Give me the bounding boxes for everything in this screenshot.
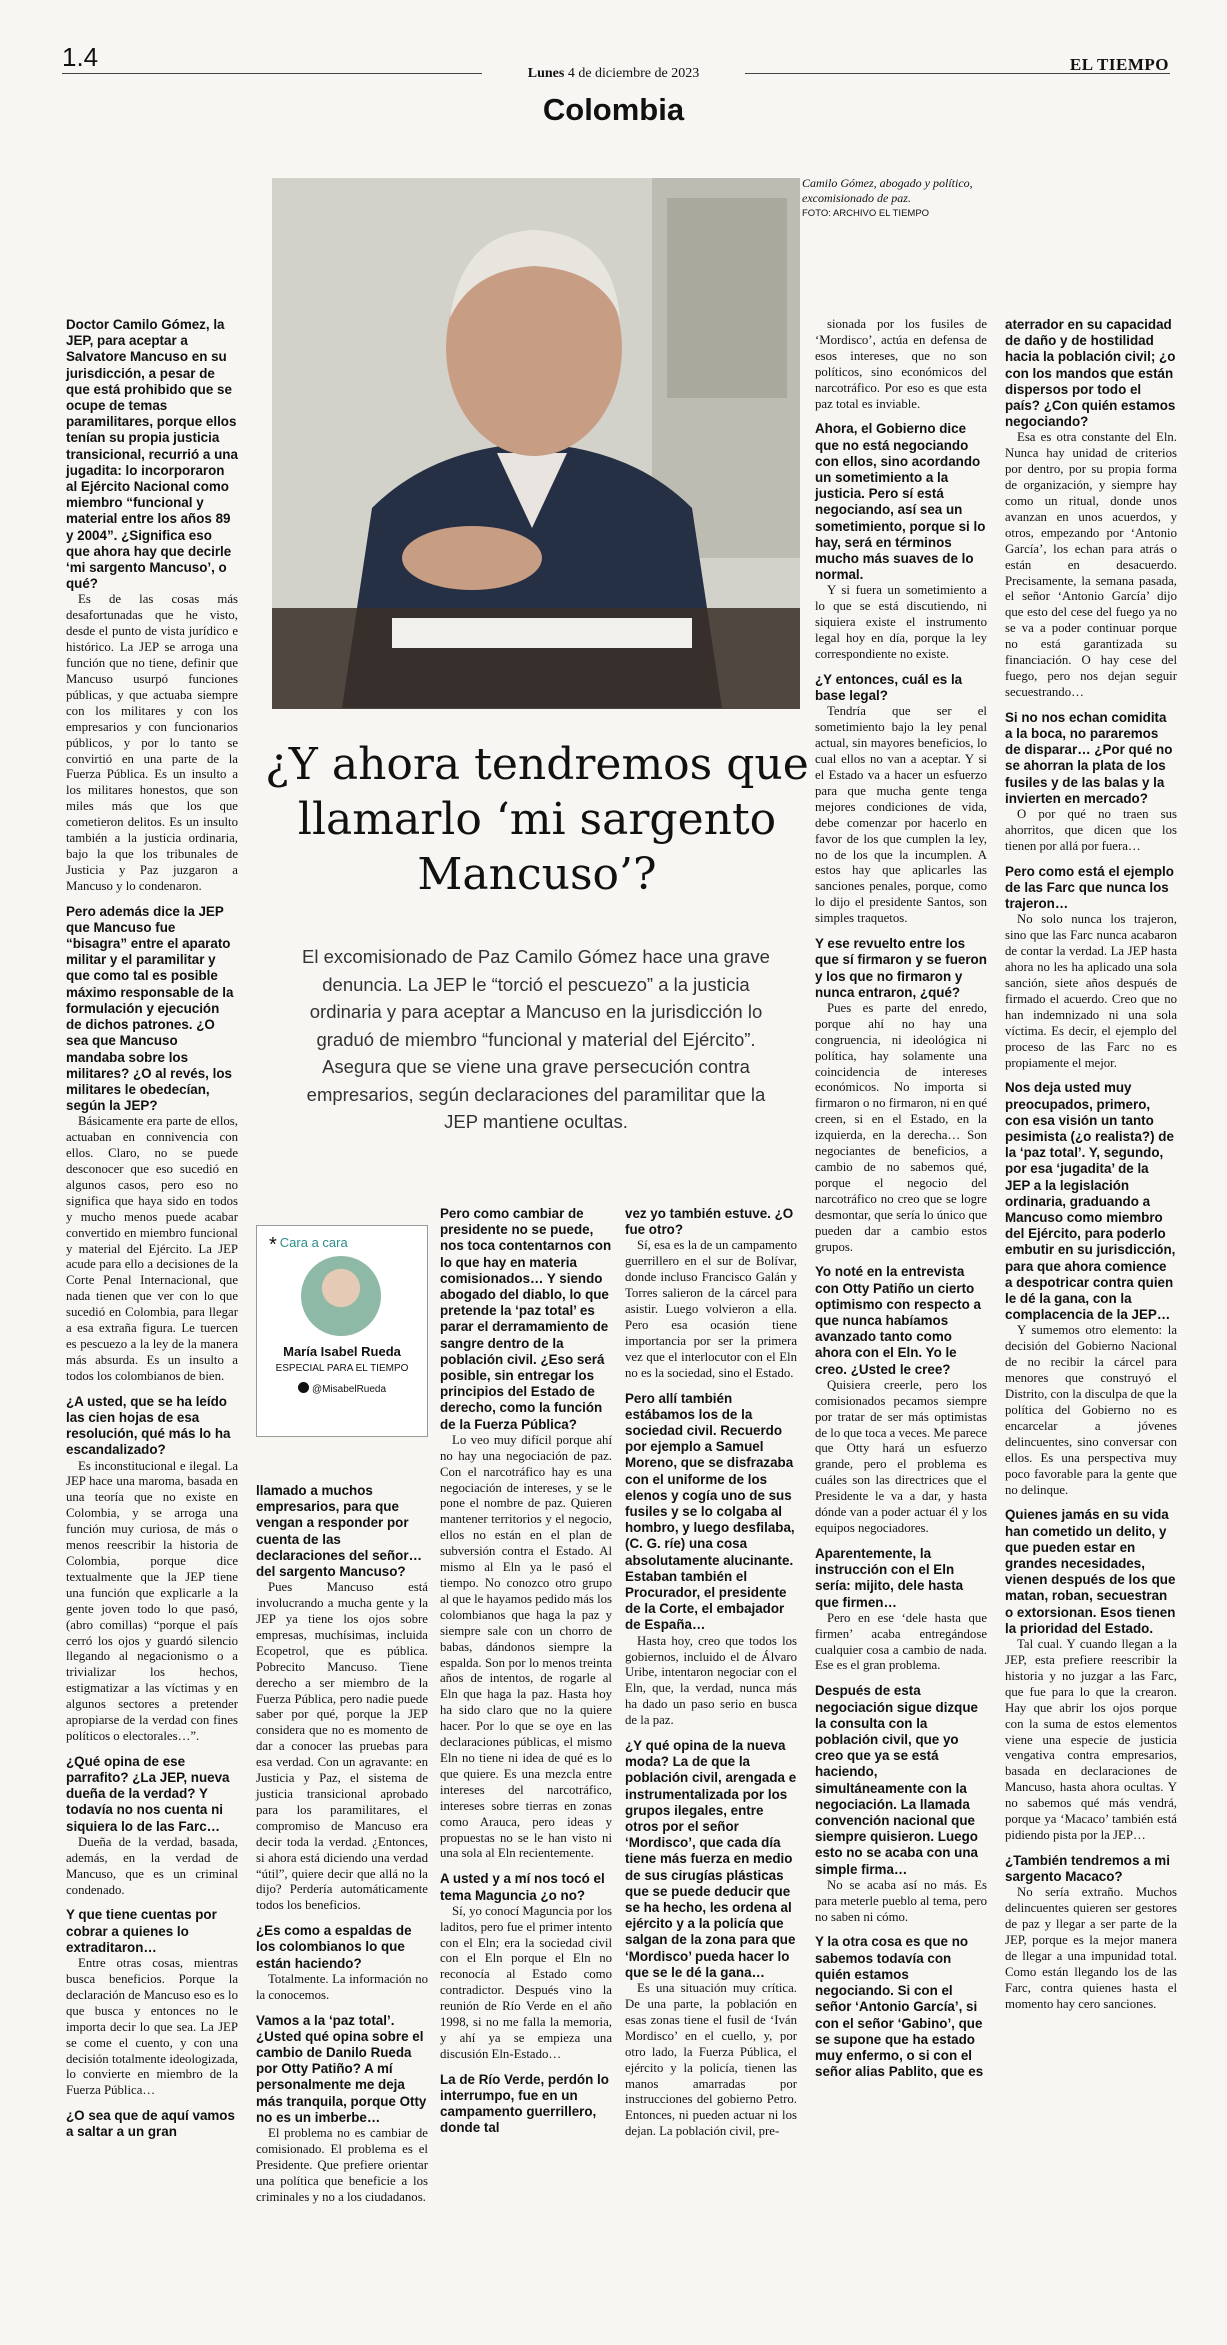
- question-paragraph: Y ese revuelto entre los que sí firmaron y se fueron y los que no firmaron y nunca entraron, ¿qué?: [815, 936, 987, 1000]
- question-paragraph: Pero como está el ejemplo de las Farc que nunca los trajeron…: [1005, 863, 1174, 912]
- answer-paragraph: Tal cual. Y cuando llegan a la JEP, esta prefiere reescribir la historia y no juzgar a las Farc, que fue para lo que la crearon. Hay que abrir los ojos porque con la suma de estos elementos viene una especie de justicia vengativa contra empresarios, basada en declaraciones de Mancuso, hasta ahora ocultas. Y no sabemos qué más vendrá, porque ya ‘Macaco’ también está pidiendo pista por la JEP…: [1005, 1637, 1177, 1842]
- answer-paragraph: Sí, esa es la de un campamento guerrillero en el sur de Bolívar, donde incluso Francisco Galán y Torres salieron de la cárcel para asistir. Luego volvieron a ella. Pero esa ocasión tiene importancia por ser la primera vez que el interlocutor con el Eln no es la sociedad, sino el Estado.: [625, 1238, 797, 1380]
- article-column-6: [1005, 317, 1177, 2013]
- answer-paragraph: Básicamente era parte de ellos, actuaban en connivencia con ellos. Claro, no se puede desconocer que eso sucedió en algunos casos, pero eso no significa que haya sido en todos y mucho menos puede acabar convertido en miembro funcional y material del Ejército. La JEP acude para ello a decisiones de la Corte Penal Internacional, que nada tienen que ver con lo que sucedió en Colombia, para llegar a esa extraña figura. Le tuercen es pescuezo a la ley de la manera más absurda. Es un insulto a todos los colombianos de bien.: [66, 1114, 238, 1383]
- answer-paragraph: Quisiera creerle, pero los comisionados pecamos siempre por tratar de ser más optimistas de lo que toca a veces. Me parece que Otty hará un esfuerzo grande, pero el problema es cuáles son las directrices que el Presidente le va a dar, y hasta dónde van a poder actuar él y los equipos negociadores.: [815, 1377, 987, 1535]
- article-column-3: [440, 1206, 612, 2137]
- answer-paragraph: No se acaba así no más. Es para meterle pueblo al tema, pero no saben ni cómo.: [815, 1877, 987, 1924]
- headline: ¿Y ahora tendremos que llamarlo ‘mi sargento Mancuso’?: [265, 739, 809, 900]
- answer-paragraph: sionada por los fusiles de ‘Mordisco’, actúa en defensa de esos intereses, que no son políticos, sino económicos del narcotráfico. Por eso es que esta paz total es inviable.: [815, 317, 987, 411]
- author-handle-row: [257, 1382, 427, 1395]
- answer-paragraph: El problema no es cambiar de comisionado. El problema es el Presidente. Que prefiere orientar una política que beneficie a los criminales y no a los ciudadanos.: [256, 2126, 428, 2204]
- answer-paragraph: Pero en ese ‘dele hasta que firmen’ acaba entregándose cualquier cosa a cambio de nada. Ese es el gran problema.: [815, 1610, 987, 1673]
- answer-paragraph: Entre otras cosas, mientras busca beneficios. Porque la declaración de Mancuso eso es lo que busca y entonces no le importa decir lo que sea. La JEP se come el cuento, y con una decisión totalmente ideologizada, lo convierte en miembro de la Fuerza Pública…: [66, 1956, 238, 2098]
- question-paragraph: vez yo también estuve. ¿O fue otro?: [625, 1206, 794, 1238]
- question-paragraph: Después de esta negociación sigue dizque la consulta con la población civil, que yo creo que ya se está haciendo, simultáneamente con la negociación. La llamada convención nacional que siempre quisieron. Luego esto no se acaba con una simple firma…: [815, 1683, 978, 1877]
- question-paragraph: La de Río Verde, perdón lo interrumpo, fue en un campamento guerrillero, donde tal: [440, 2071, 609, 2136]
- question-paragraph: Ahora, el Gobierno dice que no está negociando con ellos, sino acordando un sometimiento a la justicia. Pero sí está negociando, así sea un sometimiento, porque si lo hay, será en términos mucho más suaves de lo normal.: [815, 421, 986, 583]
- answer-paragraph: O por qué no traen sus ahorritos, que dicen que los tienen por allá por fuera…: [1005, 807, 1177, 853]
- issue-day: Lunes: [527, 66, 565, 81]
- article-column-2: [256, 1483, 428, 2206]
- question-paragraph: Pero como cambiar de presidente no se puede, nos toca contentarnos con lo que hay en materia comisionados… Y siendo abogado del diablo, lo que pretende la ‘paz total’ es parar el derramamiento de sangre dentro de la población civil. ¿Eso será posible, sin entregar los principios del Estado de derecho, como la función de la Fuerza Pública?: [440, 1206, 612, 1432]
- question-paragraph: llamado a muchos empresarios, para que vengan a responder por cuenta de las declaraciones del señor… del sargento Mancuso?: [256, 1483, 422, 1580]
- issue-date-rest: 4 de diciembre de 2023: [567, 66, 700, 81]
- answer-paragraph: Hasta hoy, creo que todos los gobiernos, incluido el de Álvaro Uribe, intentaron negociar con el Eln, que, la verdad, nunca más ha dado un paso serio en busca de la paz.: [625, 1633, 797, 1728]
- question-paragraph: ¿También tendremos a mi sargento Macaco?: [1005, 1852, 1170, 1885]
- question-paragraph: ¿Qué opina de ese parrafito? ¿La JEP, nueva dueña de la verdad? Y todavía no nos cuenta ni siquiera lo de las Farc…: [66, 1753, 230, 1834]
- answer-paragraph: Totalmente. La información no la conocemos.: [256, 1971, 428, 2002]
- answer-paragraph: No solo nunca los trajeron, sino que las Farc nunca acabaron de contar la verdad. La JEP hasta ahora no les ha aplicado una sola sanción, siete años después de firmado el acuerdo. Creo que no han indemnizado ni una sola víctima. Es decir, el ejemplo del proceso de las Farc no es propiamente el mejor.: [1005, 912, 1177, 1070]
- dek: El excomisionado de Paz Camilo Gómez hace una grave denuncia. La JEP le “torció el pescuezo” a la justicia ordinaria y para aceptar a Mancuso en la jurisdicción lo graduó de miembro “funcional y material del Ejército”. Asegura que se viene una grave persecución contra empresarios, según declaraciones del paramilitar que la JEP mantiene ocultas.: [302, 946, 770, 1132]
- answer-paragraph: Y sumemos otro elemento: la decisión del Gobierno Nacional de no recibir la cárcel para menores que construyó el Distrito, con la disculpa de que la política del Gobierno no es encarcelar a jóvenes delincuentes, sino conversar con ellos. Es una perspectiva muy poco favorable para la gente que no delinque.: [1005, 1323, 1177, 1497]
- page-number: 1.4: [62, 42, 99, 72]
- answer-paragraph: No sería extraño. Muchos delincuentes quieren ser gestores de paz y llegar a ser parte de la JEP, porque es la mejor manera de llegar a una impunidad total. Como están llegando los de las Farc, contra quienes hasta el momento hay cero sanciones.: [1005, 1885, 1177, 2011]
- answer-paragraph: Dueña de la verdad, basada, además, en la verdad de Mancuso, que es un criminal condenado.: [66, 1834, 238, 1897]
- question-paragraph: Y que tiene cuentas por cobrar a quienes lo extraditaron…: [66, 1907, 217, 1955]
- article-column-4: [625, 1206, 797, 2140]
- answer-paragraph: Pues Mancuso está involucrando a mucha gente y la JEP ya tiene los ojos sobre empresas, muchísimas, incluida Ecopetrol, que es pública. Pobrecito Mancuso. Tiene derecho a ser miembro de la Fuerza Pública, pero nadie puede saber por qué, porque la JEP considera que no es momento de dar a conocer las pruebas para esa verdad. Con un agravante: en Justicia y Paz, el sistema de justicia transicional aprobado para los paramilitares, el compromiso de Mancuso era decir toda la verdad. ¿Entonces, si ahora está diciendo una verdad “útil”, quiere decir que allá no la dijo? Perdería automáticamente todos los beneficios.: [256, 1580, 428, 1913]
- author-role: ESPECIAL PARA EL TIEMPO: [275, 1363, 409, 1374]
- question-paragraph: Pero además dice la JEP que Mancuso fue “bisagra” entre el aparato militar y el paramilitar y que como tal es posible máximo responsable de la formulación y ejecución de dichos patrones. ¿O sea que Mancuso mandaba sobre los militares? ¿O al revés, los militares le obedecían, según la JEP?: [66, 903, 234, 1114]
- answer-paragraph: Y si fuera un sometimiento a lo que se está discutiendo, ni siquiera existe el instrumento legal hoy en día, porque la ley correspondiente no existe.: [815, 583, 987, 662]
- question-paragraph: Y la otra cosa es que no sabemos todavía con quién estamos negociando. Si con el señor ‘Antonio García’, si con el señor ‘Gabino’, que se supone que ha estado muy enfermo, o si con el señor alias Pablito, que es: [815, 1934, 984, 2080]
- answer-paragraph: Sí, yo conocí Maguncia por los laditos, pero fue el primer intento con el Eln; era la sociedad civil con el Eln porque el Eln no reconocía al Estado como contradictor. Después vino la reunión de Río Verde en el año 1998, si no me falla la memoria, y ahí ya se empieza una discusión Eln-Estado…: [440, 1903, 612, 2061]
- question-paragraph: ¿A usted, que se ha leído las cien hojas de esa resolución, qué más lo ha escandalizado?: [66, 1393, 231, 1458]
- question-paragraph: aterrador en su capacidad de daño y de hostilidad hacia la población civil; ¿o con los mandos que están dispersos por todo el país? ¿Con quién estamos negociando?: [1005, 317, 1176, 430]
- answer-paragraph: Es de las cosas más desafortunadas que he visto, desde el punto de vista jurídico e histórico. La JEP se arroga una función que no tiene, definir que Mancuso usurpó funciones públicas, y que actuaba siempre con los militares y con los empresarios y con funcionarios públicos, y por lo tanto se convirtió en una parte de la Fuerza Pública. Es un insulto a los militares honestos, que son miles más que los que cometieron delitos. Es un insulto también a la justicia ordinaria, bajo la que los tribunales de Justicia y Paz juzgaron a Mancuso y lo condenaron.: [66, 592, 238, 893]
- byline-tag: [269, 1234, 348, 1257]
- answer-paragraph: Es inconstitucional e ilegal. La JEP hace una maroma, basada en una teoría que no existe en Colombia, y se arroga una función muy curiosa, de más o menos reescribir la historia de Colombia, porque dice textualmente que la JEP tiene una función que explicarle a la gente joven todo lo que pasó, (abro comillas) “porque el país cerró los ojos y guardó silencio llegando al negacionismo o a trivializar los hechos, estigmatizar a las víctimas y en algunos sectores a pretender apropiarse de la verdad con fines políticos o electorales…”.: [66, 1458, 238, 1743]
- section-title: Colombia: [542, 92, 685, 127]
- issue-date: [0, 66, 1227, 82]
- question-paragraph: ¿Y qué opina de la nueva moda? La de que la población civil, arengada e instrumentalizada por los grupos ilegales, entre otros por el señor ‘Mordisco’, que cada día tiene más fuerza en medio de sus cirugías plásticas que se puede deducir que se ha hecho, les ordena al ejército y a la policía que salgan de la zona para que ‘Mordisco’ pueda hacer lo que se le dé la gana…: [625, 1738, 797, 1980]
- question-paragraph: Aparentemente, la instrucción con el Eln sería: mijito, dele hasta que firmen…: [815, 1545, 964, 1610]
- answer-paragraph: Esa es otra constante del Eln. Nunca hay unidad de criterios por dentro, por su propia forma de organización, y siempre hay como un ritual, donde unos avanzan en unos acuerdos, y otros, empezando por ‘Antonio García’, los echan para atrás o están en desacuerdo. Precisamente, la semana pasada, el señor ‘Antonio García’ dijo que esto del cese del fuego ya no se va a poder continuar porque no está garantizada su financiación. O hay cese del fuego, pero nos dejan seguir secuestrando…: [1005, 430, 1177, 699]
- question-paragraph: ¿O sea que de aquí vamos a saltar a un gran: [66, 2108, 235, 2140]
- question-paragraph: ¿Y entonces, cuál es la base legal?: [815, 672, 963, 704]
- answer-paragraph: Pues es parte del enredo, porque ahí no hay una congruencia, ni ideológica ni política, hay solamente una coincidencia de intereses económicos. No importa si firmaron o no firmaron, ni en qué creen, si en el Estado, en la izquierda, en la derecha… Son negociantes de beneficios, a cambio de no sabemos qué, porque el negocio del narcotráfico no creo que se logre desmontar, que sería lo único que pueden dar a cambio estos grupos.: [815, 1000, 987, 1254]
- question-paragraph: A usted y a mí nos tocó el tema Maguncia ¿o no?: [440, 1871, 605, 1903]
- answer-paragraph: Lo veo muy difícil porque ahí no hay una negociación de paz. Con el narcotráfico hay es una negociación de intereses, y se le pone el nombre de paz. Quieren mantener territorios y el negocio, ellos no están en el plan de subversión contra el Estado. Al mismo al Eln ya le pasó el tiempo. No conozco otro grupo al que le hayamos pedido más los colombianos que haga la paz y siempre sale con un chorro de babas, dándonos siempre la espalda. Son por lo menos treinta años de intentos, de rogarle al Eln que haga la paz. Hasta hoy ha sido claro que no la quiere hacer. Por lo que se oye en las declaraciones públicas, el mismo Eln no tiene ni idea de qué es lo que quiere. Es una mezcla entre intereses del narcotráfico, intereses sobre tierras en zonas como Arauca, pero ideas y propuestas no se le han visto ni una sola al Eln recientemente.: [440, 1432, 613, 1861]
- author-name: María Isabel Rueda: [283, 1344, 401, 1359]
- byline-tag-label: Cara a cara: [279, 1235, 348, 1250]
- answer-paragraph: Tendría que ser el sometimiento bajo la ley penal actual, sin mayores beneficios, lo cual ellos no van a aceptar. Y si el Estado va a hacer un esfuerzo para que mucha gente tenga mejores condiciones de vida, debe comenzar por hacerlo en favor de los que cumplen la ley, no de los que la incumplen. A estos hay que aplicarles las sanciones penales, porque, como lo dijo el presidente Santos, son simples traquetos.: [815, 704, 987, 926]
- asterisk-icon: *: [269, 1234, 277, 1256]
- question-paragraph: Doctor Camilo Gómez, la JEP, para aceptar a Salvatore Mancuso en su jurisdicción, a pesar de que está prohibido que se ocupe de temas paramilitares, porque ellos tenían su propia justicia transicional, recurrió a una jugadita: lo incorporaron al Ejército Nacional como miembro “funcional y material entre los años 89 y 2004”. ¿Significa eso que ahora hay que decirle ‘mi sargento Mancuso’, o qué?: [66, 317, 238, 592]
- portrait-illustration: [272, 178, 800, 709]
- question-paragraph: Nos deja usted muy preocupados, primero, con esa visión un tanto pesimista (¿o realista?) de la ‘paz total’. Y, segundo, por esa ‘jugadita’ de la JEP a la legislación ordinaria, graduando a Mancuso como miembro del Ejército, para poderlo embutir en su jurisdicción, para que ahora comience a despotricar contra quien le dé la gana, con la complacencia de la JEP…: [1005, 1080, 1176, 1323]
- portrait-photo: [272, 178, 800, 709]
- byline-box: [256, 1225, 428, 1437]
- article-column-1: [66, 317, 238, 2141]
- photo-credit: FOTO: ARCHIVO EL TIEMPO: [802, 208, 930, 219]
- question-paragraph: Yo noté en la entrevista con Otty Patiño un cierto optimismo con respecto a que nunca habíamos avanzado tanto como ahora con el Eln. Yo le creo. ¿Usted le cree?: [815, 1264, 981, 1377]
- photo-caption: [802, 176, 1002, 221]
- author-handle: @MisabelRueda: [311, 1384, 387, 1395]
- answer-paragraph: Es una situación muy crítica. De una parte, la población en esas zonas tiene el fusil de ‘Iván Mordisco’ en el cuello, y, por otro lado, la Fuerza Pública, el ejército y la policía, tienen las manos amarradas por instrucciones del gobierno Petro. Entonces, ni pueden actuar ni los dejan. La población civil, pre-: [625, 1981, 797, 2139]
- twitter-icon: [298, 1382, 309, 1393]
- caption-text: Camilo Gómez, abogado y político, excomisionado de paz.: [802, 176, 973, 205]
- article-column-5: [815, 317, 987, 2080]
- question-paragraph: Si no nos echan comidita a la boca, no pararemos de disparar… ¿Por qué no se ahorran la plata de los fusiles y de las balas y la invierten en mercado?: [1005, 709, 1173, 806]
- question-paragraph: Pero allí también estábamos los de la sociedad civil. Recuerdo por ejemplo a Samuel Moreno, que se disfrazaba con el uniforme de los elenos y cogía uno de sus fusiles y se lo colgaba al hombro, y luego desfilaba, (C. G. ríe) una cosa absolutamente alucinante. Estaban también el Procurador, el presidente de la Corte, el embajador de España…: [625, 1390, 795, 1633]
- newspaper-name: EL TIEMPO: [1069, 55, 1169, 74]
- question-paragraph: Vamos a la ‘paz total’. ¿Usted qué opina sobre el cambio de Danilo Rueda por Otty Patiño? A mí personalmente me deja más tranquila, porque Otty no es un imberbe…: [256, 2012, 427, 2125]
- question-paragraph: Quienes jamás en su vida han cometido un delito, y que pueden estar en grandes necesidades, vienen después de los que matan, roban, secuestran o extorsionan. Esos tienen la prioridad del Estado.: [1005, 1507, 1176, 1636]
- question-paragraph: ¿Es como a espaldas de los colombianos lo que están haciendo?: [256, 1923, 412, 1971]
- author-avatar: [301, 1256, 381, 1336]
